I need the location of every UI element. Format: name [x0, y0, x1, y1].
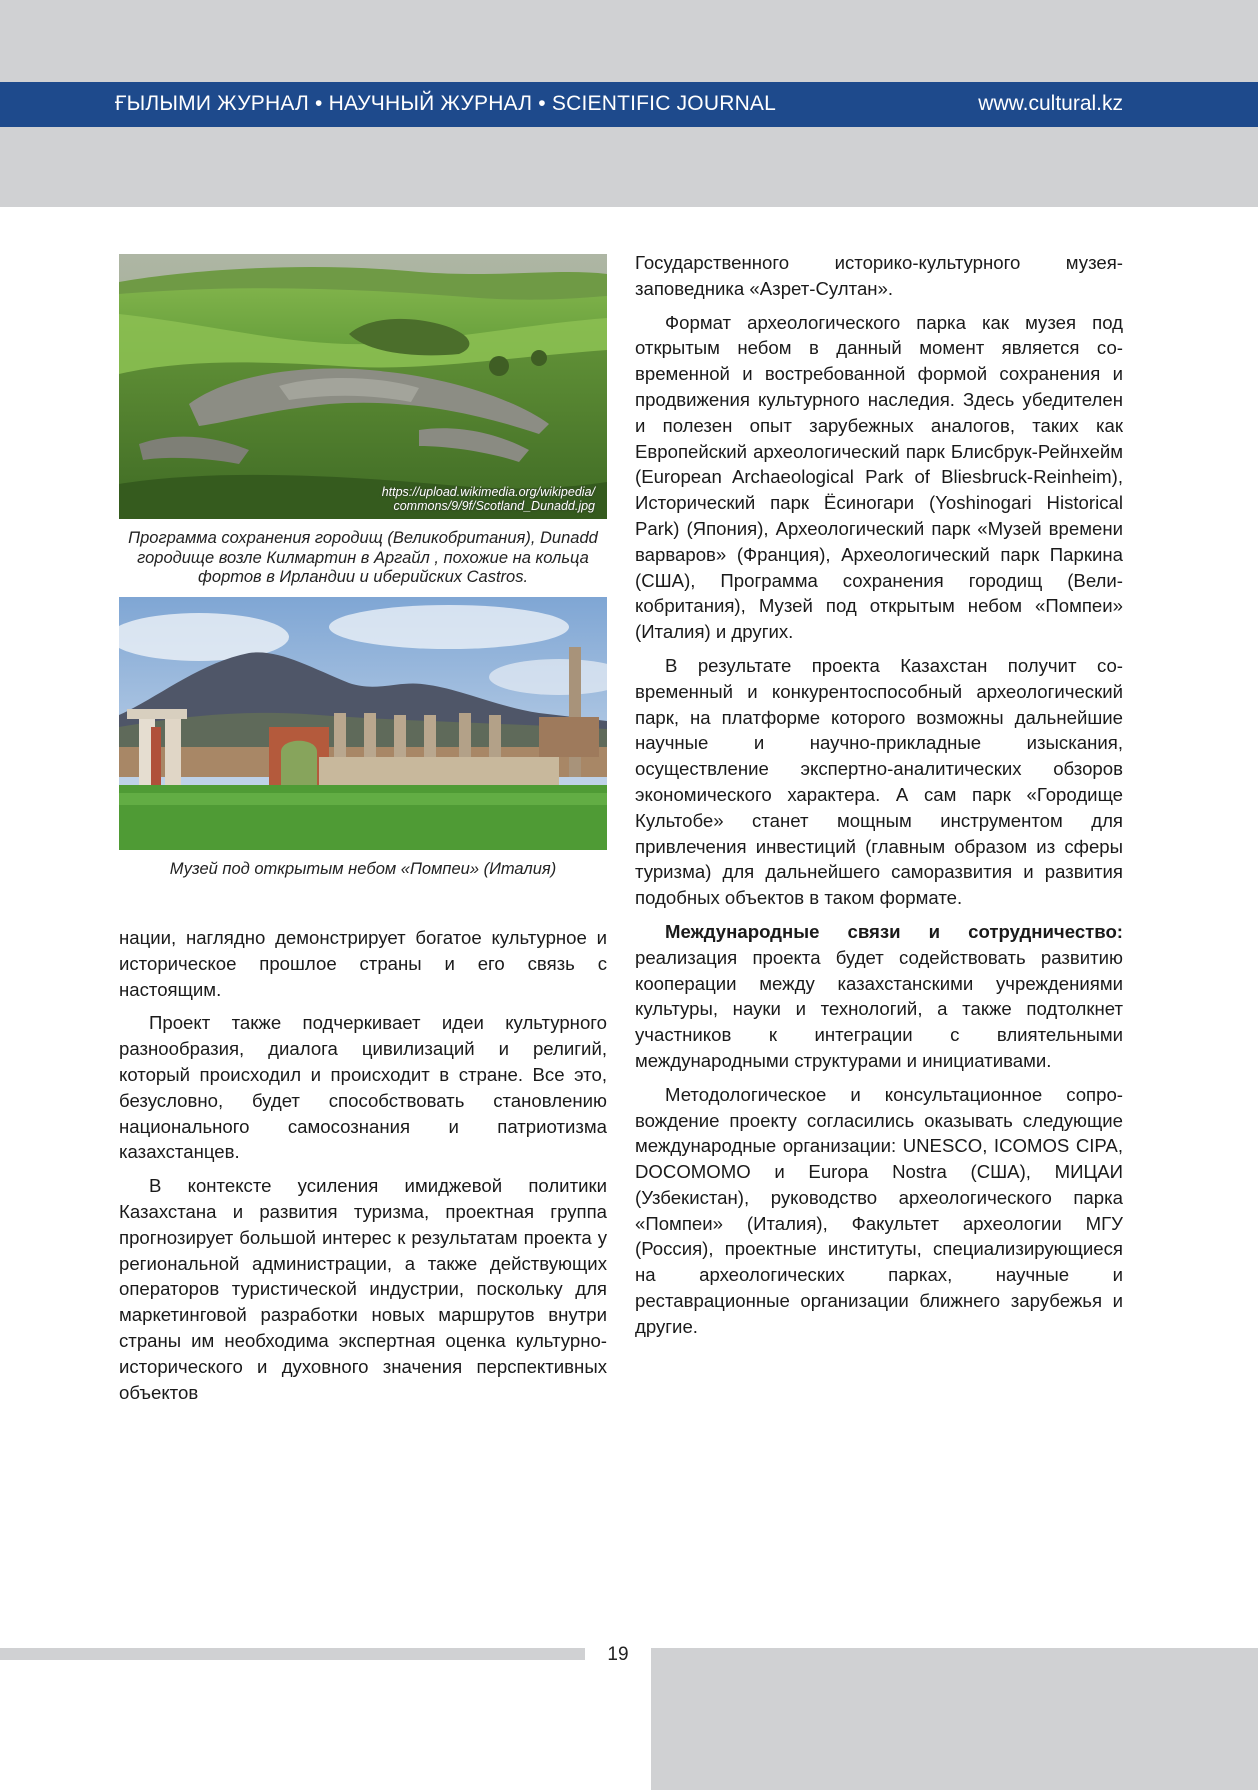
journal-url[interactable]: www.cultural.kz — [978, 92, 1123, 115]
paragraph: Формат археологического парка как музея под открытым небом в данный момент является современной и востребованной формой сохранения и продвижения культурного наследия. Здесь убедителен и полезен опыт зарубежных аналогов, таких как Европейский археологический парк Блисбрук-Рейнхейм (European Archaeological Park of Bliesbruck-Reinheim), Исторический парк Ёсиногари (Yoshinogari Historical Park) (Япония), Археологический парк «Музей времени варваров» (Франция), Археологический парк Паркина (США), Программа сохранения городищ (Великобритания), Музей под открытым небом «Помпеи» (Италия) и других. — [635, 311, 1123, 643]
paragraph: Государственного историко-культурного музея-заповедника «Азрет-Султан». — [635, 252, 1123, 299]
figure-dunadd-caption: Программа сохранения городищ (Великобритания), Dunadd городище возле Килмартин в Аргайл , похожие на кольца фортов в Ирландии и иберийских Castros. — [128, 529, 598, 586]
journal-title: ҒЫЛЫМИ ЖУРНАЛ • НАУЧНЫЙ ЖУРНАЛ • SCIENTIFIC JOURNAL — [115, 92, 777, 115]
paragraph: Проект также подчеркивает идеи культурного разнообразия, диалога цивилизаций и религий, который происходил и происходит в стране. Все это, безусловно, будет способствовать становлению национального самосознания и патриотизма казахстанцев. — [119, 1012, 607, 1163]
image-credit — [382, 485, 595, 513]
journal-header-bar — [0, 82, 1258, 127]
paragraph: Методологическое и консультационное сопровождение проекту согласились оказывать следующие международные организации: UNESCO, ICOMOS CIPA, DOCOMOMO и Europa Nostra (США), МИЦАИ (Узбекистан), руководство археологического парка «Помпеи» (Италия), Факультет археологии МГУ (Россия), проектные институты, специализирующиеся на археологических парках, научные и реставрационные организации ближнего зарубежья и другие. — [635, 1083, 1123, 1337]
dunadd-landscape-image — [119, 254, 607, 519]
figure-pompeii-photo — [119, 597, 607, 850]
figure-dunadd-photo — [119, 254, 607, 519]
paragraph-body: реализация проекта будет содействовать развитию кооперации между казахстанскими учреждениями культуры, науки и технологий, а также подтолкнет участников к интеграции с влиятельными международными структурами и инициативами. — [635, 946, 1123, 1071]
image-credit-line2[interactable]: commons/9/9f/Scotland_Dunadd.jpg — [393, 499, 595, 513]
page-number: 19 — [607, 1644, 629, 1665]
footer-right-block — [651, 1648, 1258, 1790]
pompeii-ruins-image — [119, 597, 607, 850]
paragraph-bold-lead: Международные связи и сотрудничество: — [665, 920, 1123, 942]
figure-pompeii-caption: Музей под открытым небом «Помпеи» (Италия) — [169, 860, 557, 878]
left-column-text — [119, 925, 607, 1413]
paragraph: В контексте усиления имиджевой политики Казахстана и развития туризма, проектная группа прогнозирует большой интерес к результатам проекта у региональной администрации, а также действующих операторов туристической индустрии, поскольку для маркетинговой разработки новых маршрутов внутри страны им необходима экспертная оценка культурно-исторического и духовного значения перспективных объектов — [119, 1175, 607, 1403]
footer-left-bar — [0, 1648, 585, 1660]
right-column-text — [635, 250, 1123, 1348]
paragraph-international-cooperation — [635, 919, 1123, 1074]
image-credit-line1[interactable]: https://upload.wikimedia.org/wikipedia/ — [381, 485, 595, 499]
paragraph: В результате проекта Казахстан получит современный и конкурентоспособный археологический парк, на платформе которого возможны дальнейшие научные и научно-прикладные изыскания, осуществление экспертно-аналитических обзоров экономического характера. А сам парк «Городище Культобе» станет мощным инструментом для привлечения инвестиций (главным образом из сферы туризма) для дальнейшего саморазвития и развития подобных объектов в таком формате. — [635, 654, 1123, 909]
paragraph: нации, наглядно демонстрирует богатое культурное и историческое прошлое страны и его связь с настоящим. — [119, 927, 607, 1000]
